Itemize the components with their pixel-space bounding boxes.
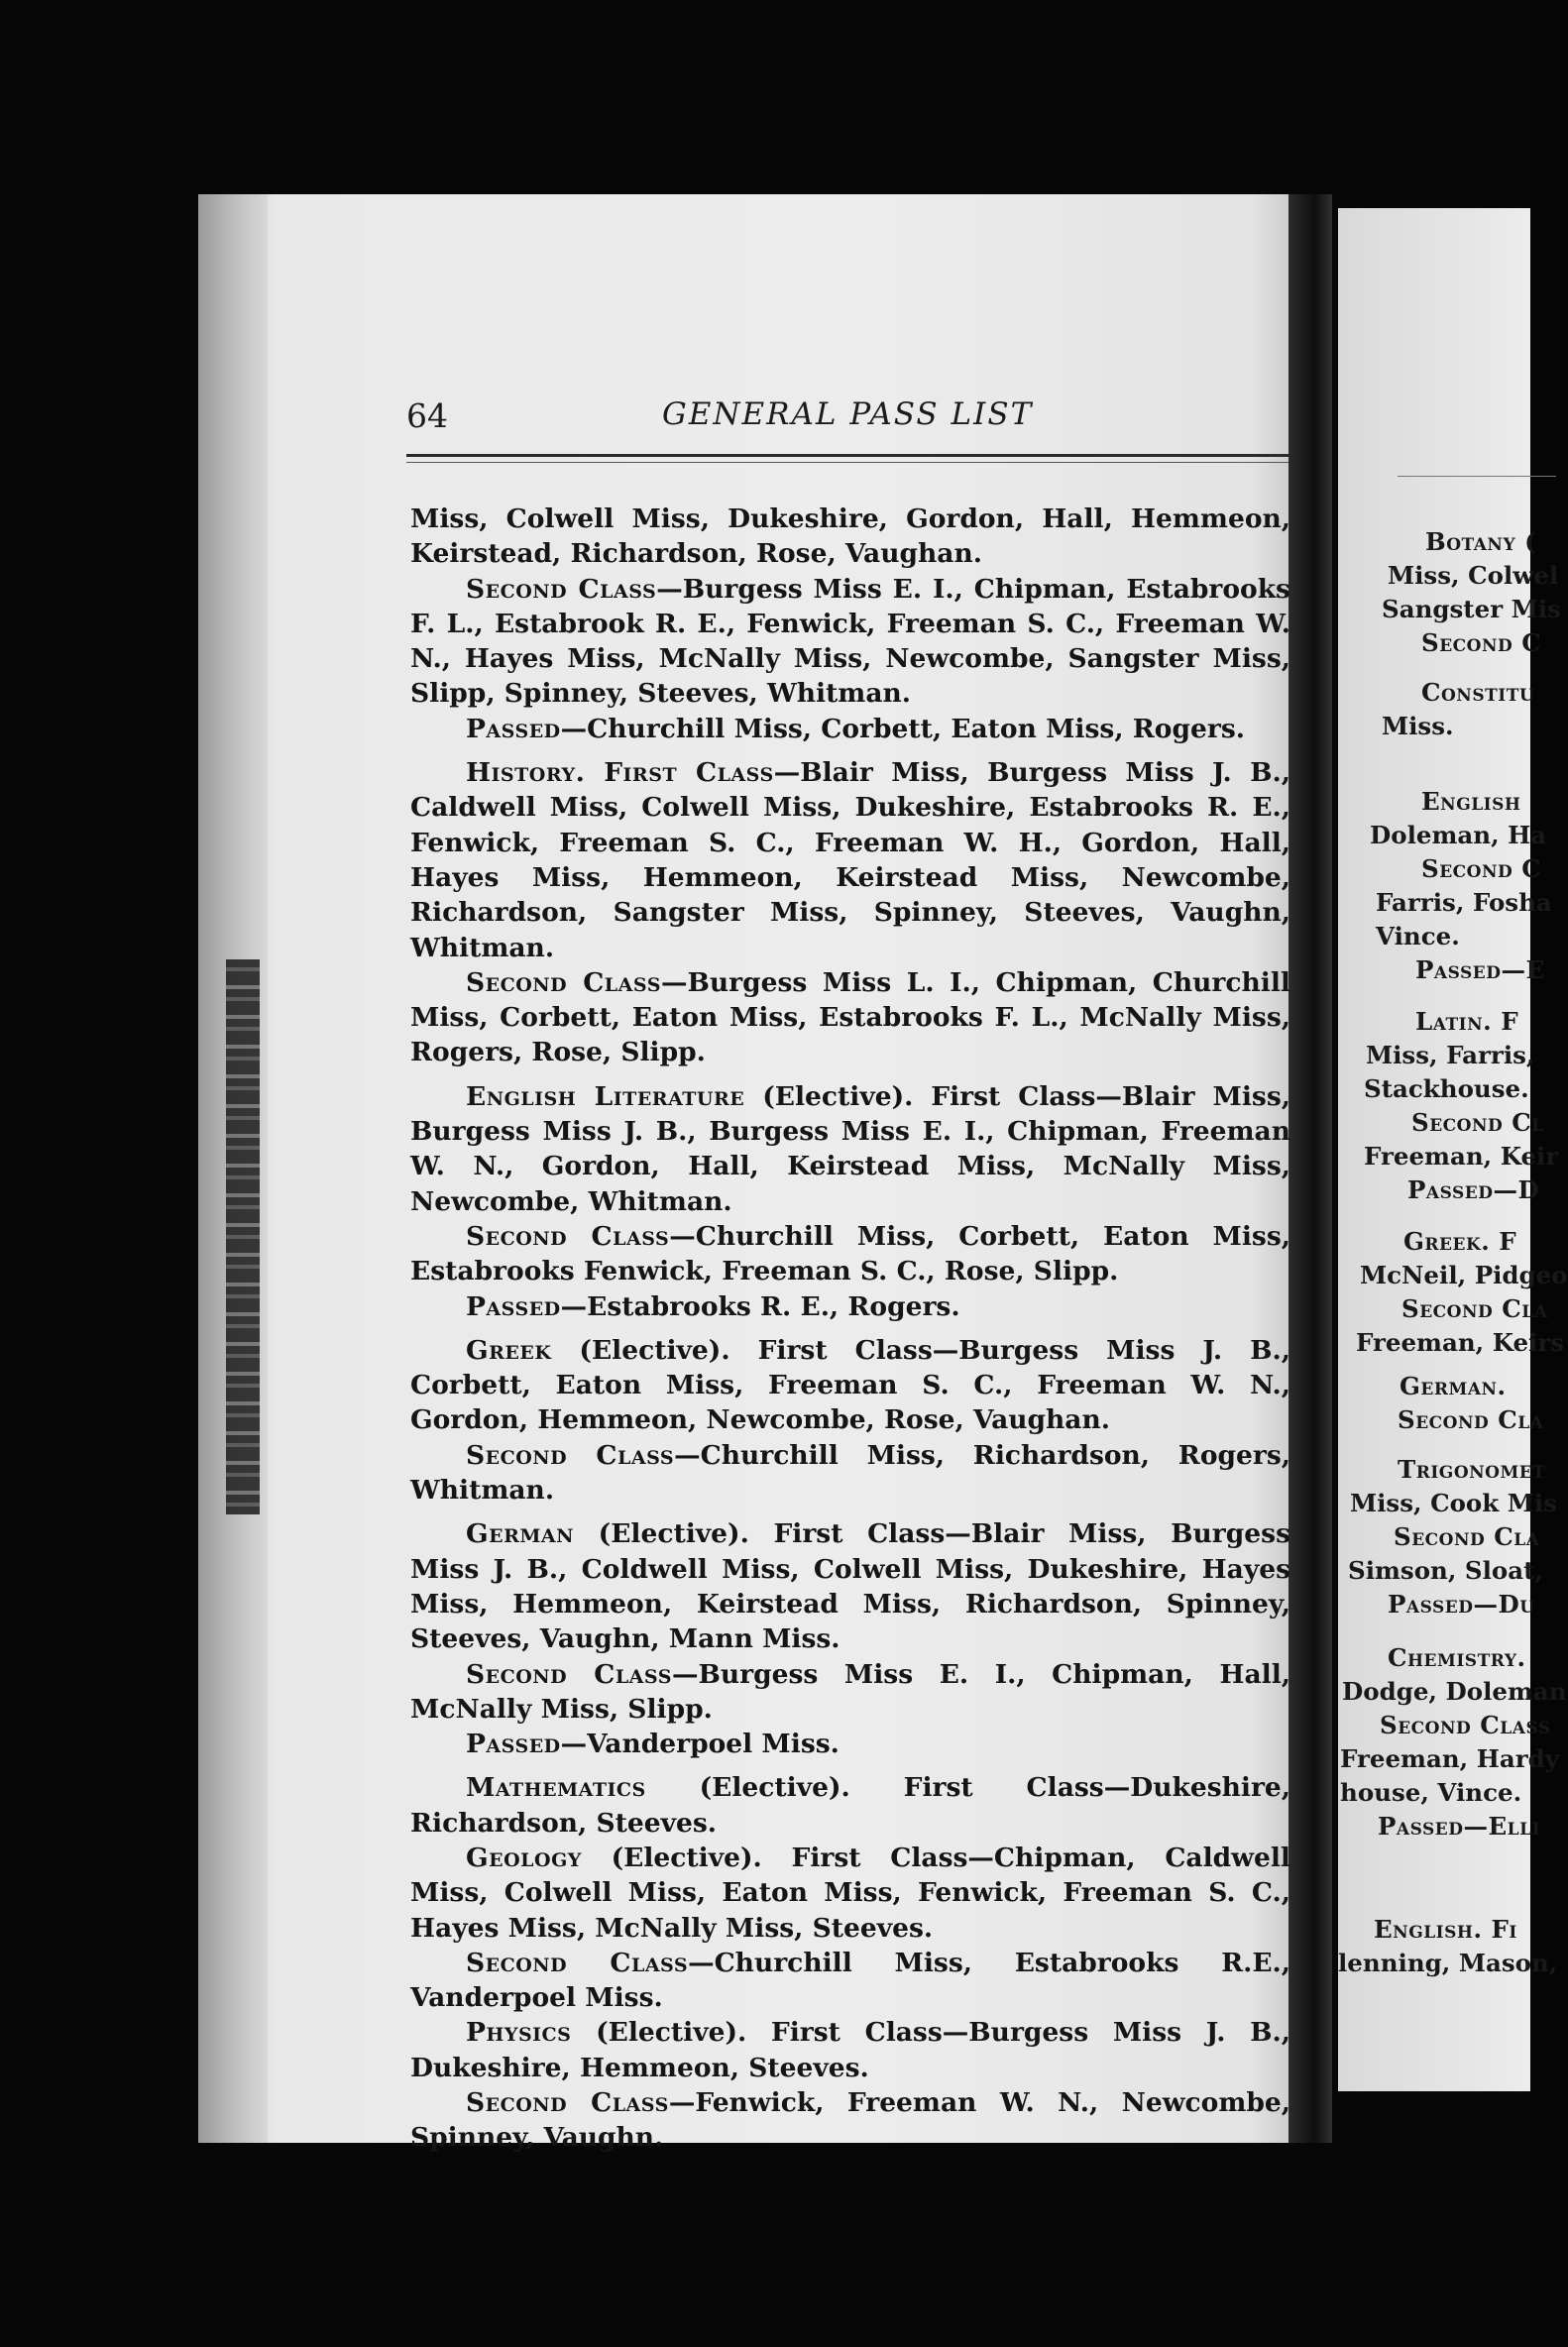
- facing-page-line: Passed—E: [1415, 955, 1545, 984]
- facing-page-line: Sangster Mis: [1382, 595, 1561, 623]
- facing-page-rule: [1398, 476, 1556, 477]
- pass-list-paragraph: Second Class—Burgess Miss E. I., Chipman, Hall, McNally Miss, Slipp.: [410, 1658, 1290, 1725]
- binding-stitch-marks: [226, 959, 260, 1514]
- facing-page-line: Latin. F: [1415, 1007, 1519, 1036]
- pass-list-paragraph: Passed—Churchill Miss, Corbett, Eaton Miss, Rogers.: [466, 713, 1245, 744]
- pass-list-paragraph: Physics (Elective). First Class—Burgess Miss J. B., Dukeshire, Hemmeon, Steeves.: [410, 2017, 1290, 2083]
- facing-page-line: McNeil, Pidgeo: [1360, 1261, 1568, 1289]
- facing-page-line: Second C: [1421, 628, 1542, 657]
- facing-page-fragment: [1338, 208, 1568, 2091]
- pass-list-paragraph: Passed—Vanderpoel Miss.: [466, 1729, 840, 1760]
- facing-page-line: Vince.: [1376, 922, 1460, 950]
- pass-list-paragraph: Second Class—Churchill Miss, Richardson, Rogers, Whitman.: [410, 1439, 1290, 1507]
- facing-page-line: Second Cla: [1398, 1405, 1544, 1434]
- pass-list-paragraph: Miss, Colwell Miss, Dukeshire, Gordon, Hall, Hemmeon, Keirstead, Richardson, Rose, Vaughan.: [410, 503, 1290, 570]
- pass-list-body: [410, 502, 1290, 2156]
- facing-page-line: Greek. F: [1403, 1227, 1517, 1256]
- facing-page-line: Stackhouse.: [1364, 1074, 1529, 1103]
- facing-page-line: Miss, Cook Mis: [1350, 1489, 1557, 1517]
- facing-page-line: Simson, Sloat,: [1348, 1556, 1543, 1585]
- book-spine: [1288, 194, 1332, 2143]
- running-title: GENERAL PASS LIST: [662, 396, 1034, 432]
- pass-list-paragraph: Second Class—Fenwick, Freeman W. N., Newcombe, Spinney, Vaughn.: [410, 2087, 1290, 2154]
- facing-page-line: Second Cl: [1411, 1108, 1544, 1137]
- facing-page-line: Miss, Colwel: [1388, 561, 1559, 590]
- pass-list-paragraph: Geology (Elective). First Class—Chipman, Caldwell Miss, Colwell Miss, Eaton Miss, Fenwick, Freeman S. C., Hayes Miss, McNally Miss, Steeves.: [410, 1842, 1290, 1944]
- pass-list-paragraph: German (Elective). First Class—Blair Miss, Burgess Miss J. B., Coldwell Miss, Colwell Miss, Dukeshire, Hayes Miss, Hemmeon, Keirstead Miss, Richardson, Spinney, Steeves, Vaughn, Mann Miss.: [410, 1518, 1290, 1655]
- pass-list-paragraph: Second Class—Burgess Miss E. I., Chipman, Estabrooks F. L., Estabrook R. E., Fenwick, Freeman S. C., Freeman W. N., Hayes Miss, McNally Miss, Newcombe, Sangster Miss, Slipp, Spinney, Steeves, Whitman.: [410, 573, 1290, 710]
- page-number: 64: [406, 396, 448, 435]
- facing-page-line: Trigonomet: [1398, 1455, 1546, 1484]
- facing-page-line: Dodge, Doleman: [1342, 1677, 1567, 1706]
- pass-list-paragraph: Mathematics (Elective). First Class—Dukeshire, Richardson, Steeves.: [410, 1772, 1290, 1839]
- facing-page-line: Second Class: [1380, 1711, 1551, 1739]
- facing-page-line: Passed—Elli: [1378, 1812, 1541, 1841]
- pass-list-paragraph: English Literature (Elective). First Class—Blair Miss, Burgess Miss J. B., Burgess Miss E. I., Chipman, Freeman W. N., Gordon, Hall, Keirstead Miss, McNally Miss, Newcombe, Whitman.: [410, 1080, 1290, 1217]
- facing-page-line: Freeman, Keirs: [1356, 1328, 1565, 1357]
- pass-list-paragraph: Passed—Estabrooks R. E., Rogers.: [466, 1290, 960, 1322]
- header-rule-thin: [406, 462, 1288, 463]
- facing-page-line: Farris, Fosha: [1376, 888, 1552, 917]
- facing-page-line: Miss.: [1382, 712, 1454, 740]
- pass-list-paragraph: History. First Class—Blair Miss, Burgess Miss J. B., Caldwell Miss, Colwell Miss, Dukeshire, Estabrooks R. E., Fenwick, Freeman S. C., Freeman W. H., Gordon, Hall, Hayes Miss, Hemmeon, Keirstead Miss, Newcombe, Richardson, Sangster Miss, Spinney, Steeves, Vaughn, Whitman.: [410, 757, 1290, 963]
- pass-list-paragraph: Second Class—Churchill Miss, Estabrooks R.E., Vanderpoel Miss.: [410, 1947, 1290, 2014]
- facing-page-line: German.: [1400, 1372, 1507, 1400]
- pass-list-paragraph: Second Class—Burgess Miss L. I., Chipman, Churchill Miss, Corbett, Eaton Miss, Estabrooks F. L., McNally Miss, Rogers, Rose, Slipp.: [410, 966, 1290, 1068]
- facing-page-line: Passed—D: [1407, 1175, 1540, 1204]
- pass-list-paragraph: Greek (Elective). First Class—Burgess Miss J. B., Corbett, Eaton Miss, Freeman S. C., Freeman W. N., Gordon, Hemmeon, Newcombe, Rose, Vaughan.: [410, 1334, 1290, 1436]
- facing-page-line: Botany (: [1425, 527, 1537, 556]
- facing-page-line: Miss, Farris,: [1366, 1041, 1535, 1069]
- facing-page-line: Second Cla: [1394, 1522, 1540, 1551]
- facing-page-line: house, Vince.: [1340, 1778, 1522, 1807]
- facing-page-line: Freeman, Keir: [1364, 1142, 1559, 1171]
- pass-list-paragraph: Second Class—Churchill Miss, Corbett, Eaton Miss, Estabrooks Fenwick, Freeman S. C., Rose, Slipp.: [410, 1220, 1290, 1287]
- facing-page-line: Constitu: [1421, 678, 1535, 707]
- facing-page-line: lenning, Mason,: [1338, 1949, 1558, 1977]
- facing-page-line: Chemistry.: [1388, 1643, 1526, 1672]
- facing-page-line: Passed—Du: [1388, 1590, 1535, 1619]
- header-rule: [406, 454, 1288, 457]
- facing-page-line: English: [1421, 787, 1521, 816]
- page-header: [406, 392, 1298, 438]
- facing-page-line: English. Fi: [1374, 1915, 1517, 1944]
- facing-page-line: Doleman, Ha: [1370, 821, 1547, 849]
- facing-page-line: Second C: [1421, 854, 1542, 883]
- facing-page-line: Second Cla: [1401, 1294, 1548, 1323]
- facing-page-line: Freeman, Hardy: [1340, 1744, 1560, 1773]
